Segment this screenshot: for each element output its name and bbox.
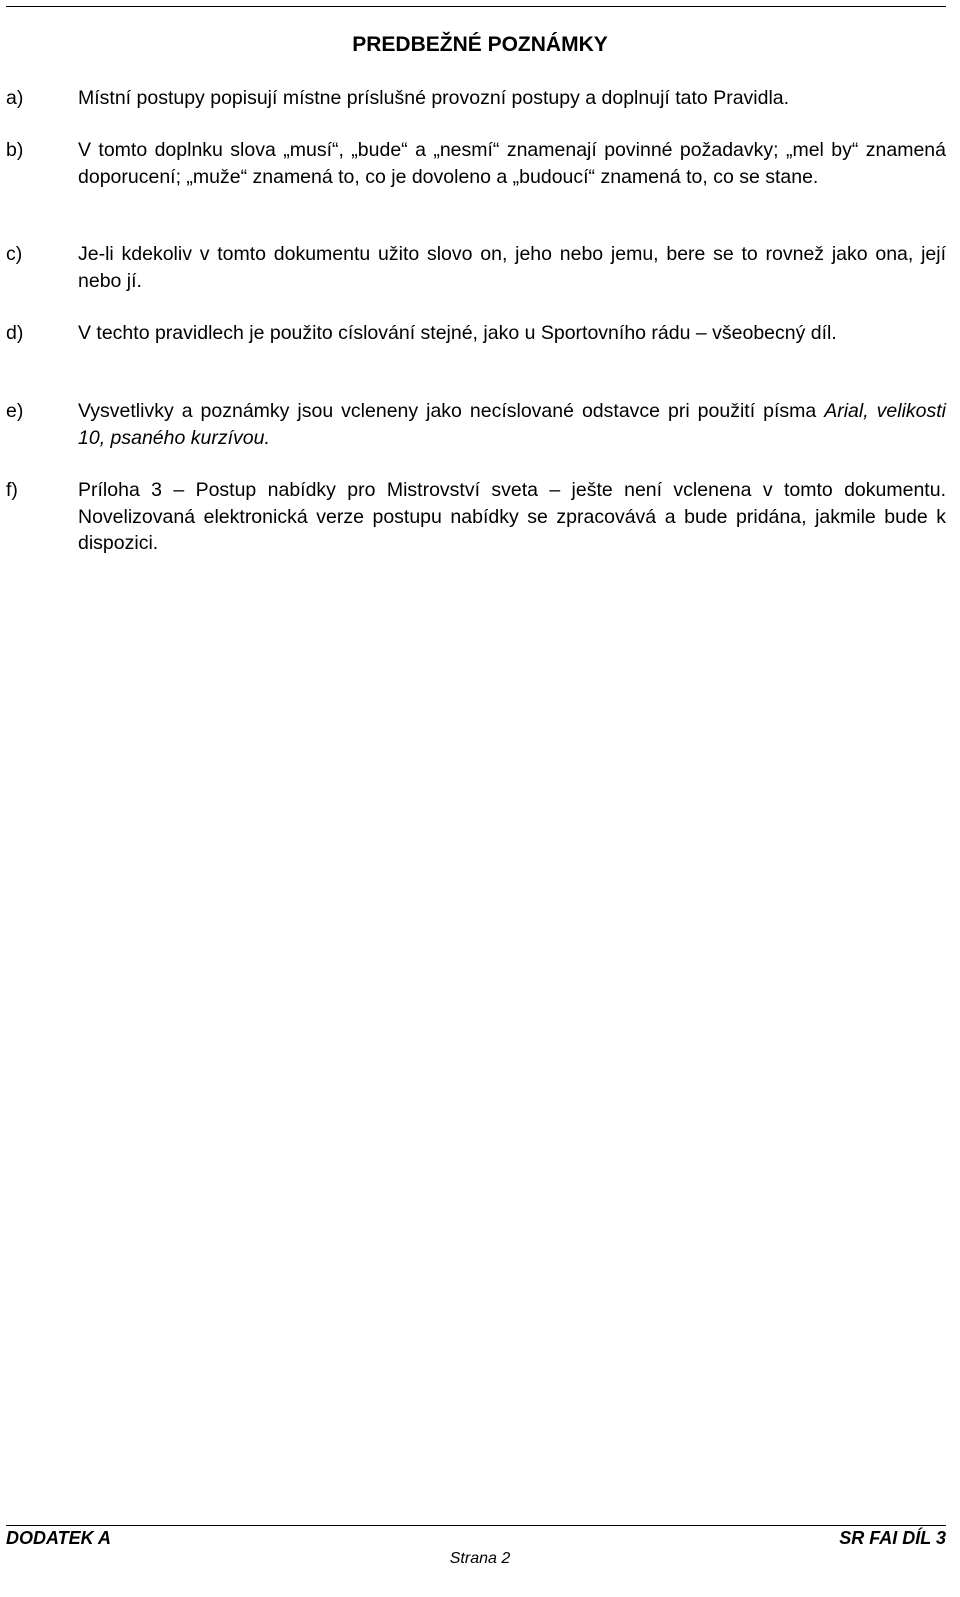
- footer-rule: [6, 1525, 946, 1526]
- note-text-wrapper: [78, 398, 946, 451]
- note-label: d): [6, 322, 24, 344]
- note-item-c: [6, 241, 946, 294]
- note-item-f: [6, 477, 946, 557]
- footer-section-name: SR FAI DÍL 3: [839, 1528, 946, 1548]
- note-text: V techto pravidlech je použito císlování stejné, jako u Sportovního rádu – všeobecný díl.: [78, 322, 837, 344]
- header-rule: [6, 6, 946, 7]
- page-title: PREDBEŽNÉ POZNÁMKY: [352, 33, 608, 56]
- note-label: c): [6, 243, 23, 265]
- note-text: Místní postupy popisují místne príslušné provozní postupy a doplnují tato Pravidla.: [78, 87, 790, 109]
- note-label: e): [6, 400, 24, 422]
- note-label: b): [6, 139, 24, 161]
- footer-page-number: Strana 2: [449, 1550, 511, 1567]
- note-item-d: [6, 320, 946, 347]
- note-item-b: [6, 137, 946, 190]
- note-label: f): [6, 479, 18, 501]
- note-text: Je-li kdekoliv v tomto dokumentu užito slovo on, jeho nebo jemu, bere se to rovnež jako ona, její nebo jí.: [78, 243, 946, 292]
- note-italic-text: Arial, velikosti 10, psaného kurzívou.: [78, 400, 946, 449]
- note-text: V tomto doplnku slova „musí“, „bude“ a „nesmí“ znamenají povinné požadavky; „mel by“ znamená doporucení; „muže“ znamená to, co je dovoleno a „budoucí“ znamená to, co se stane.: [78, 139, 946, 188]
- note-item-e: [6, 398, 946, 451]
- note-label: a): [6, 87, 24, 109]
- note-text: Príloha 3 – Postup nabídky pro Mistrovství sveta – ješte není vclenena v tomto dokumentu. Novelizovaná elektronická verze postupu nabídky se zpracovává a bude pridána, jakmile bude k dispozici.: [78, 479, 946, 554]
- footer-document-name: DODATEK A: [6, 1528, 111, 1548]
- note-text: Vysvetlivky a poznámky jsou vcleneny jako necíslované odstavce pri použití písma: [78, 400, 817, 422]
- note-item-a: [6, 85, 946, 112]
